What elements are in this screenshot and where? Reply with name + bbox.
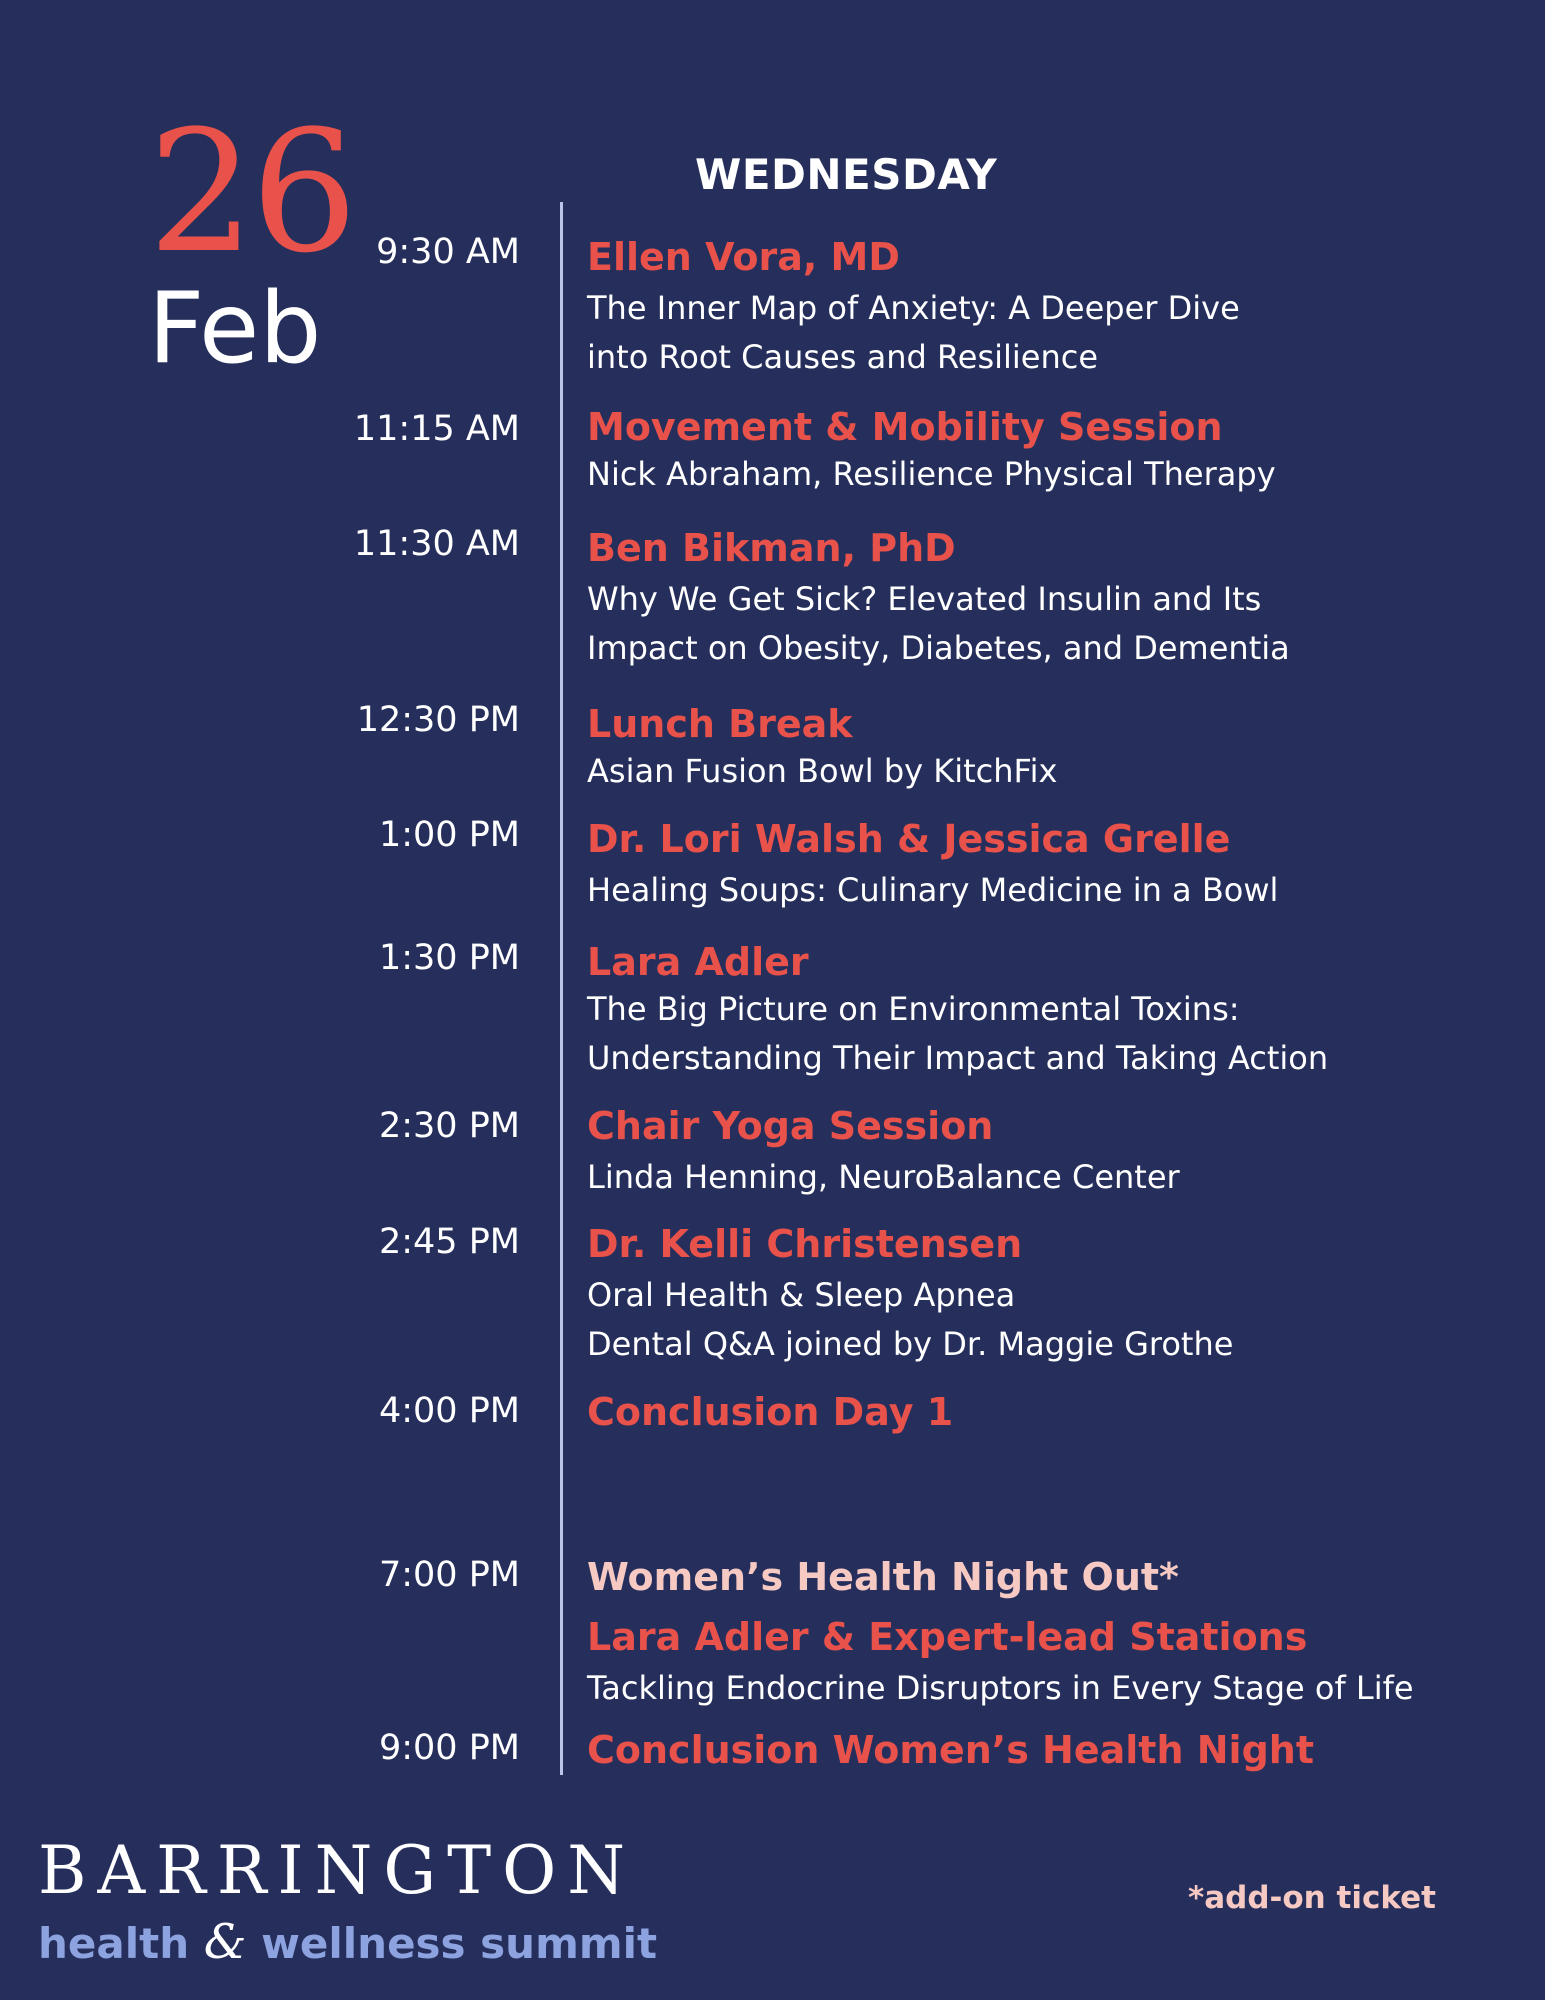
entry-desc: The Big Picture on Environmental Toxins: — [587, 990, 1240, 1028]
tagline-ampersand: & — [203, 1914, 247, 1970]
entry-title: Dr. Lori Walsh & Jessica Grelle — [587, 817, 1231, 861]
brand-tagline — [38, 1914, 658, 1970]
date-day: 26 — [148, 94, 354, 290]
entry-desc: Understanding Their Impact and Taking Action — [587, 1039, 1329, 1077]
entry-title: Lunch Break — [587, 702, 853, 746]
schedule-entry — [587, 234, 1240, 382]
entry-desc: into Root Causes and Resilience — [587, 338, 1099, 376]
time-label: 11:15 AM — [353, 409, 520, 449]
entry-desc: Linda Henning, NeuroBalance Center — [587, 1158, 1180, 1196]
time-label: 4:00 PM — [378, 1391, 520, 1431]
entry-title: Conclusion Women’s Health Night — [587, 1728, 1314, 1772]
time-label: 9:30 AM — [376, 232, 520, 272]
entry-desc: Oral Health & Sleep Apnea — [587, 1276, 1016, 1314]
weekday-heading: WEDNESDAY — [695, 150, 998, 199]
entry-title: Ellen Vora, MD — [587, 235, 900, 279]
entry-desc: Nick Abraham, Resilience Physical Therapy — [587, 455, 1276, 493]
entry-desc: Impact on Obesity, Diabetes, and Dementia — [587, 629, 1290, 667]
entry-desc: Dental Q&A joined by Dr. Maggie Grothe — [587, 1325, 1234, 1363]
schedule-entry — [587, 1554, 1414, 1713]
time-label: 11:30 AM — [353, 524, 520, 564]
date-month: Feb — [148, 272, 322, 386]
entry-title: Lara Adler — [587, 940, 809, 984]
entry-subtitle: Lara Adler & Expert-lead Stations — [587, 1615, 1308, 1659]
entry-desc: Why We Get Sick? Elevated Insulin and Its — [587, 580, 1262, 618]
time-label: 2:30 PM — [378, 1106, 520, 1146]
entry-title: Chair Yoga Session — [587, 1104, 994, 1148]
entry-desc: Healing Soups: Culinary Medicine in a Bowl — [587, 871, 1279, 909]
entry-desc: Tackling Endocrine Disruptors in Every Stage of Life — [587, 1669, 1414, 1707]
schedule-entry — [587, 1221, 1233, 1369]
entry-title: Women’s Health Night Out* — [587, 1555, 1179, 1599]
schedule-entry — [587, 1103, 1180, 1202]
brand-logo: BARRINGTON — [38, 1832, 636, 1909]
tagline-health: health — [38, 1919, 190, 1968]
tagline-wellness: wellness summit — [261, 1919, 658, 1968]
time-label: 7:00 PM — [378, 1555, 520, 1595]
schedule-entry — [587, 525, 1290, 673]
timeline-divider — [560, 202, 563, 1775]
time-label: 1:00 PM — [378, 815, 520, 855]
schedule-entry — [587, 701, 1057, 796]
time-label: 2:45 PM — [378, 1222, 520, 1262]
schedule-entry — [587, 1389, 953, 1435]
entry-desc: The Inner Map of Anxiety: A Deeper Dive — [587, 289, 1240, 327]
entry-title: Conclusion Day 1 — [587, 1390, 954, 1434]
entry-desc: Asian Fusion Bowl by KitchFix — [587, 752, 1058, 790]
entry-title: Dr. Kelli Christensen — [587, 1222, 1023, 1266]
schedule-entry — [587, 1727, 1314, 1773]
entry-title: Ben Bikman, PhD — [587, 526, 956, 570]
schedule-entry — [587, 816, 1278, 915]
schedule-entry — [587, 939, 1328, 1083]
time-label: 1:30 PM — [378, 938, 520, 978]
time-label: 12:30 PM — [356, 700, 520, 740]
time-label: 9:00 PM — [378, 1728, 520, 1768]
entry-title: Movement & Mobility Session — [587, 405, 1223, 449]
schedule-entry — [587, 404, 1276, 499]
addon-note: *add-on ticket — [1188, 1880, 1436, 1916]
